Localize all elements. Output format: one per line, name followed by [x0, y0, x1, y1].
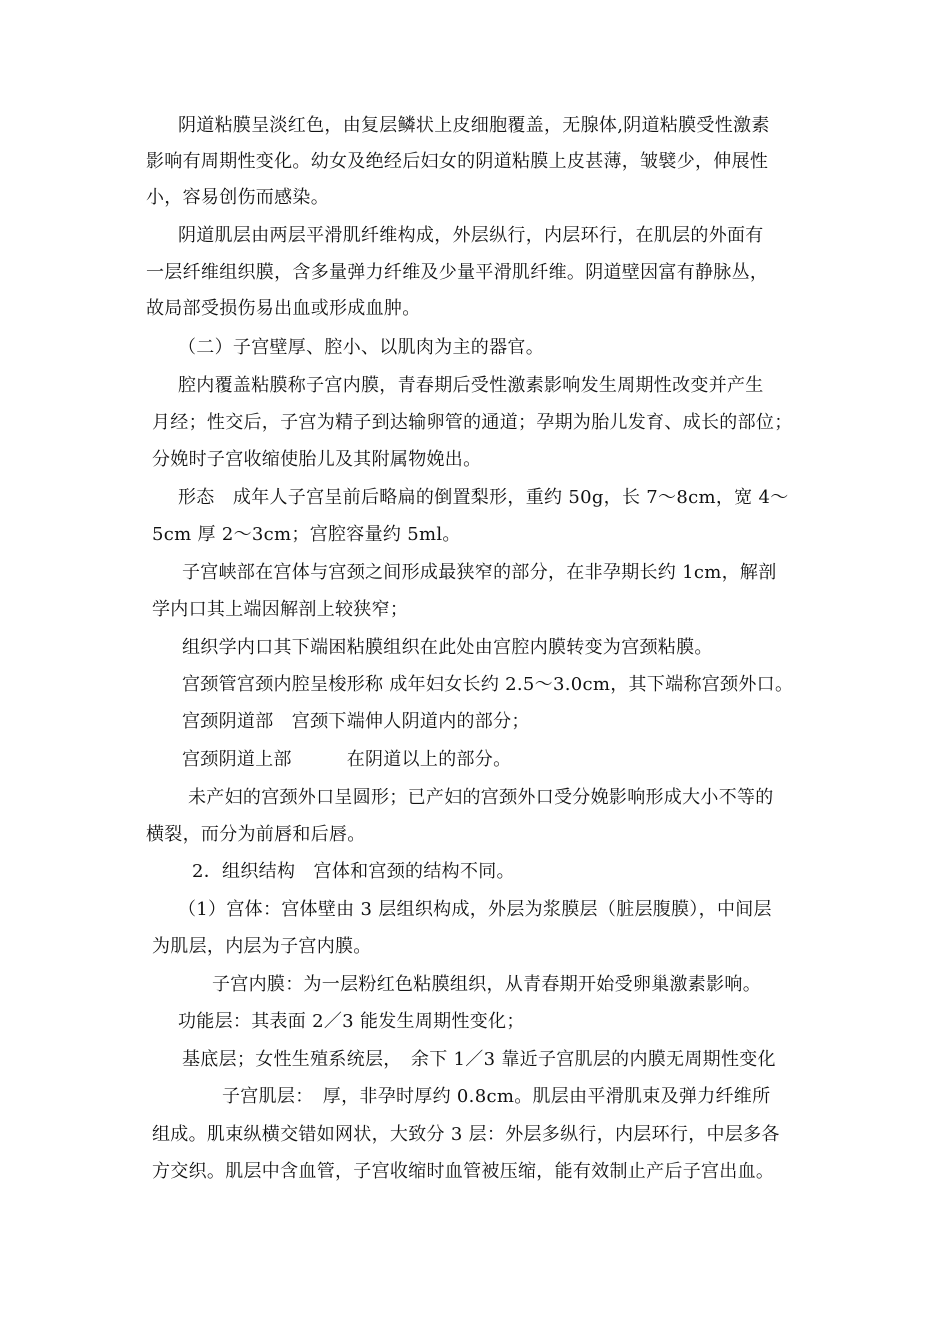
- text-line: 组织学内口其下端困粘膜组织在此处由宫腔内膜转变为宫颈粘膜。: [182, 637, 713, 658]
- text-line: 组成。肌束纵横交错如网状，大致分 3 层：外层多纵行，内层环行，中层多各: [152, 1124, 780, 1145]
- section-heading: 2．组织结构 宫体和宫颈的结构不同。: [192, 861, 515, 882]
- text-line: 5cm 厚 2～3cm；宫腔容量约 5ml。: [152, 524, 461, 545]
- text-line: 横裂，而分为前唇和后唇。: [146, 824, 366, 845]
- text-line: 方交织。肌层中含血管，子宫收缩时血管被压缩，能有效制止产后子宫出血。: [152, 1161, 775, 1182]
- text-line: 分娩时子宫收缩使胎儿及其附属物娩出。: [152, 449, 482, 470]
- text-line: 功能层：其表面 2／3 能发生周期性变化；: [178, 1011, 525, 1032]
- text-line: 未产妇的宫颈外口呈圆形；已产妇的宫颈外口受分娩影响形成大小不等的: [188, 787, 774, 808]
- text-line: 子宫峡部在宫体与宫颈之间形成最狭窄的部分，在非孕期长约 1cm，解剖: [182, 562, 777, 583]
- text-line: 阴道肌层由两层平滑肌纤维构成，外层纵行，内层环行，在肌层的外面有: [178, 225, 764, 246]
- text-line: 子宫内膜：为一层粉红色粘膜组织，从青春期开始受卵巢激素影响。: [212, 974, 761, 995]
- text-line: 故局部受损伤易出血或形成血肿。: [146, 298, 421, 319]
- text-line: 一层纤维组织膜，含多量弹力纤维及少量平滑肌纤维。阴道壁因富有静脉丛，: [146, 262, 769, 283]
- text-line: 学内口其上端因解剖上较狭窄；: [152, 599, 409, 620]
- section-heading: （二）子宫壁厚、腔小、以肌肉为主的器官。: [178, 337, 544, 358]
- text-line: 月经；性交后，子宫为精子到达输卵管的通道；孕期为胎儿发育、成长的部位；: [152, 412, 793, 433]
- text-line: 子宫肌层： 厚，非孕时厚约 0.8cm。肌层由平滑肌束及弹力纤维所: [222, 1086, 771, 1107]
- text-line: 腔内覆盖粘膜称子宫内膜，青春期后受性激素影响发生周期性改变并产生: [178, 375, 764, 396]
- text-line: 宫颈管宫颈内腔呈梭形称 成年妇女长约 2.5～3.0cm，其下端称宫颈外口。: [182, 674, 794, 695]
- text-line: 形态 成年人子宫呈前后略扁的倒置梨形，重约 50g，长 7～8cm，宽 4～: [178, 487, 789, 508]
- text-line: 宫颈阴道上部 在阴道以上的部分。: [182, 749, 512, 770]
- text-line: （1）宫体：宫体壁由 3 层组织构成，外层为浆膜层（脏层腹膜），中间层: [178, 899, 772, 920]
- text-line: 阴道粘膜呈淡红色，由复层鳞状上皮细胞覆盖，无腺体,阴道粘膜受性激素: [178, 115, 770, 136]
- text-line: 为肌层，内层为子宫内膜。: [152, 936, 372, 957]
- text-line: 基底层；女性生殖系统层， 余下 1／3 靠近子宫肌层的内膜无周期性变化: [182, 1049, 776, 1070]
- text-line: 小，容易创伤而感染。: [146, 187, 329, 208]
- text-line: 宫颈阴道部 宫颈下端伸人阴道内的部分；: [182, 711, 530, 732]
- text-line: 影响有周期性变化。幼女及绝经后妇女的阴道粘膜上皮甚薄，皱襞少，伸展性: [146, 151, 769, 172]
